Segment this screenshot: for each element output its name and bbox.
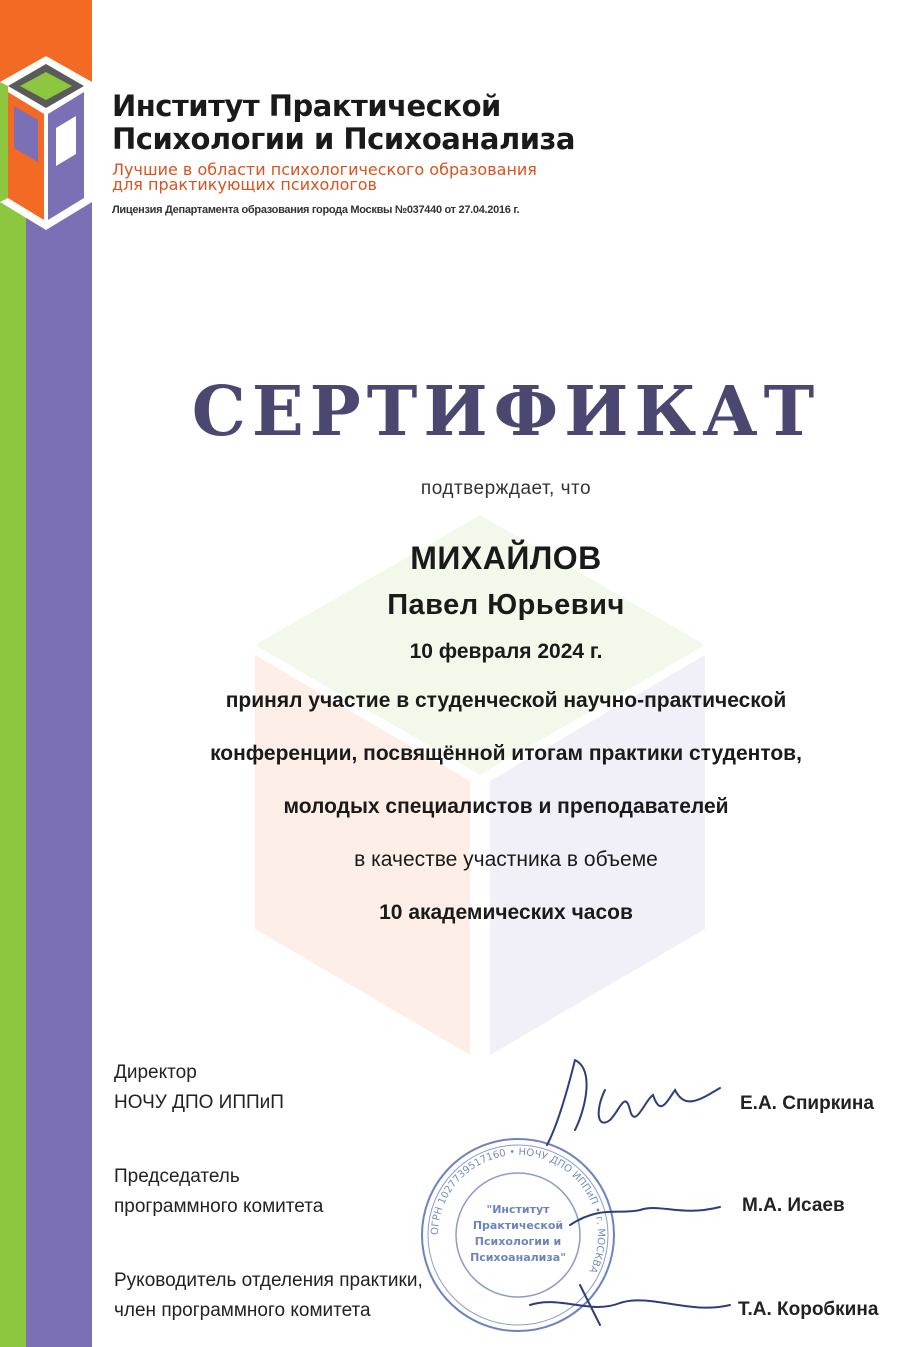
org-name-line2: Психологии и Психоанализа (112, 122, 575, 156)
tagline-line2: для практикующих психологов (112, 175, 377, 194)
participation-role: в качестве участника в объеме (354, 848, 658, 871)
practice-head-title-line1: Руководитель отделения практики, (114, 1270, 423, 1291)
chairman-name: М.А. Исаев (742, 1195, 845, 1216)
license-text: Лицензия Департамента образования города Москвы №037440 от 27.04.2016 г. (112, 204, 520, 216)
stamp-line4: Психоанализа" (470, 1251, 566, 1264)
description (92, 674, 920, 833)
header (112, 90, 732, 216)
certificate-title: СЕРТИФИКАТ (191, 372, 821, 452)
practice-head-signature (520, 1275, 740, 1335)
description-line1: принял участие в студенческой научно-практической (225, 689, 787, 712)
tagline-line1: Лучшие в области психологического образования (112, 160, 537, 179)
stamp-ring-text: ОГРН 1027739517160 • НОЧУ ДПО ИППиП • г. МОСКВА (429, 1146, 607, 1275)
institute-logo (0, 42, 92, 262)
academic-hours: 10 академических часов (379, 901, 633, 924)
confirms-text: подтверждает, что (420, 478, 592, 499)
chairman-title-line1: Председатель (114, 1166, 240, 1187)
signatory-practice-head-title (114, 1266, 423, 1326)
director-title-line1: Директор (114, 1062, 197, 1083)
director-name: Е.А. Спиркина (740, 1093, 874, 1114)
event-date: 10 февраля 2024 г. (409, 640, 603, 663)
recipient-surname: МИХАЙЛОВ (410, 540, 602, 576)
practice-head-name: Т.А. Коробкина (738, 1299, 879, 1320)
stamp-line1: "Институт (486, 1203, 550, 1216)
description-line2: конференции, посвящённой итогам практики студентов, (210, 742, 802, 765)
practice-head-title-line2: член программного комитета (114, 1300, 371, 1321)
stamp-line2: Практической (472, 1219, 564, 1232)
director-title-line2: НОЧУ ДПО ИППиП (114, 1092, 284, 1113)
stamp-line3: Психологии и (474, 1235, 562, 1248)
chairman-title-line2: программного комитета (114, 1196, 324, 1217)
tagline (112, 162, 732, 192)
org-name-line1: Институт Практической (112, 89, 501, 123)
signatory-chairman-title (114, 1162, 323, 1222)
chairman-signature (560, 1185, 730, 1245)
director-signature (535, 1050, 735, 1160)
signatory-director-title (114, 1058, 284, 1118)
description-line3: молодых специалистов и преподавателей (283, 795, 729, 818)
recipient-given-names: Павел Юрьевич (387, 589, 625, 621)
certificate-body (92, 478, 920, 939)
